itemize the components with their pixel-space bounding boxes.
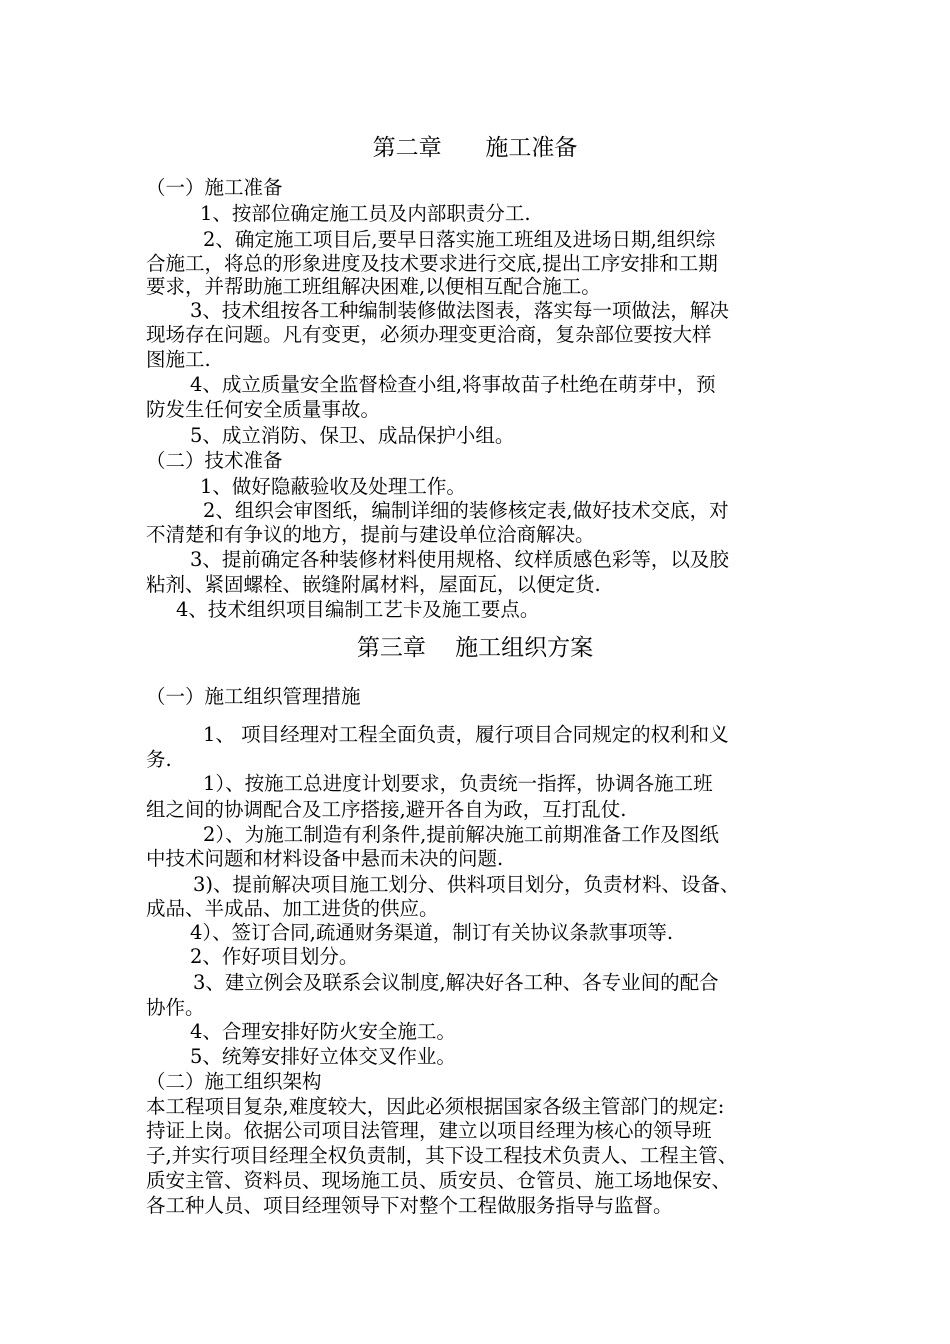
paragraph-line: 2、确定施工项目后,要早日落实施工班组及进场日期,组织综 [203,228,716,251]
paragraph-line: 质安主管、资料员、现场施工员、质安员、仓管员、施工场地保安、 [146,1169,732,1192]
paragraph-line: 5、成立消防、保卫、成品保护小组。 [190,424,515,447]
paragraph-line: 2）、为施工制造有利条件,提前解决施工前期准备工作及图纸 [203,823,719,846]
chapter-3-title: 第三章 施工组织方案 [356,635,594,661]
paragraph-line: 合施工，将总的形象进度及技术要求进行交底,提出工序安排和工期 [146,252,718,275]
paragraph-line: 图施工. [146,348,211,371]
section-heading-organization-structure: （二）施工组织架构 [146,1070,322,1093]
paragraph-line: 3)、提前解决项目施工划分、供料项目划分，负责材料、设备、 [193,873,740,896]
paragraph-line: 组之间的协调配合及工序搭接,避开各自为政，互打乱仗. [146,798,627,821]
paragraph-line: 防发生任何安全质量事故。 [146,398,381,421]
paragraph-line: 务. [146,748,172,771]
paragraph-line: 本工程项目复杂,难度较大，因此必须根据国家各级主管部门的规定: [146,1095,725,1118]
paragraph-line: 子,并实行项目经理全权负责制，其下设工程技术负责人、工程主管、 [146,1144,738,1167]
paragraph-line: 1、按部位确定施工员及内部职责分工. [200,202,531,225]
paragraph-line: 粘剂、紧固螺栓、嵌缝附属材料，屋面瓦，以便定货. [146,573,601,596]
paragraph-line: 3、技术组按各工种编制装修做法图表，落实每一项做法，解决 [190,299,729,322]
paragraph-line: 4、合理安排好防火安全施工。 [190,1020,456,1043]
paragraph-line: 成品、半成品、加工进货的供应。 [146,897,439,920]
paragraph-line: 4）、签订合同,疏通财务渠道，制订有关协议条款事项等. [190,921,674,944]
paragraph-line: 各工种人员、项目经理领导下对整个工程做服务指导与监督。 [146,1194,673,1217]
paragraph-line: 中技术问题和材料设备中悬而未决的问题. [146,847,504,870]
paragraph-line: 不清楚和有争议的地方，提前与建设单位洽商解决。 [146,523,595,546]
paragraph-line: 4、成立质量安全监督检查小组,将事故苗子杜绝在萌芽中，预 [190,373,716,396]
paragraph-line: 1、 项目经理对工程全面负责，履行项目合同规定的权利和义 [203,723,729,746]
paragraph-line: 1、做好隐蔽验收及处理工作。 [200,475,466,498]
paragraph-line: 5、统筹安排好立体交叉作业。 [190,1045,456,1068]
paragraph-line: 2、组织会审图纸，编制详细的装修核定表,做好技术交底，对 [203,499,729,522]
section-heading-technical-preparation: （二）技术准备 [146,449,283,472]
paragraph-line: 现场存在问题。凡有变更，必须办理变更洽商，复杂部位要按大样 [146,323,712,346]
paragraph-line: 持证上岗。依据公司项目法管理，建立以项目经理为核心的领导班 [146,1119,712,1142]
paragraph-line: 2、作好项目划分。 [190,945,359,968]
chapter-2-title: 第二章 施工准备 [372,135,578,161]
paragraph-line: 协作。 [146,996,205,1019]
paragraph-line: 4、技术组织项目编制工艺卡及施工要点。 [176,598,540,621]
section-heading-construction-preparation: （一）施工准备 [146,176,283,199]
paragraph-line: 3、建立例会及联系会议制度,解决好各工种、各专业间的配合 [193,971,719,994]
paragraph-line: 3、提前确定各种装修材料使用规格、纹样质感色彩等，以及胶 [190,548,729,571]
paragraph-line: 要求，并帮助施工班组解决困难,以便相互配合施工。 [146,275,601,298]
paragraph-line: 1）、按施工总进度计划要求，负责统一指挥，协调各施工班 [203,772,713,795]
section-heading-management-measures: （一）施工组织管理措施 [146,685,361,708]
